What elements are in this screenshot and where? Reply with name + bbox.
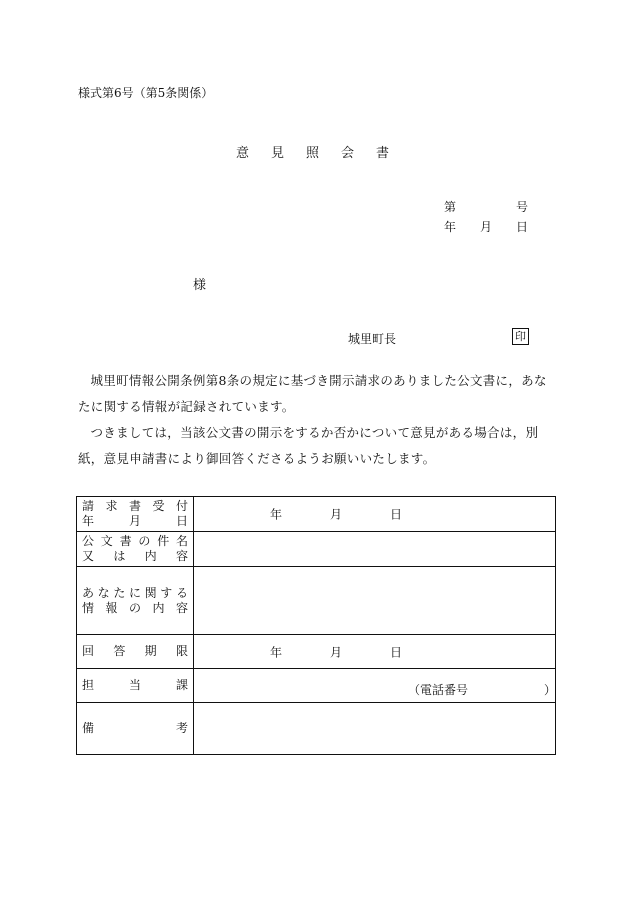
table-row-remarks bbox=[77, 703, 556, 755]
label-char: る bbox=[175, 585, 188, 600]
label-char: 限 bbox=[175, 644, 188, 658]
label-char: 書 bbox=[119, 534, 132, 548]
date-day: 日 bbox=[390, 507, 403, 522]
label-line bbox=[82, 549, 188, 564]
label-char: 容 bbox=[175, 600, 188, 615]
table-row-request-date bbox=[77, 497, 556, 532]
day-label: 日 bbox=[516, 220, 529, 234]
label-char: は bbox=[113, 549, 126, 563]
label-char: 付 bbox=[175, 499, 188, 513]
label-char: 当 bbox=[128, 678, 141, 692]
label-char: 内 bbox=[144, 549, 157, 563]
date-year: 年 bbox=[270, 645, 283, 659]
label-char: す bbox=[160, 585, 173, 600]
body-text bbox=[78, 368, 558, 472]
row-label bbox=[77, 532, 194, 567]
seal-mark: 印 bbox=[512, 328, 529, 345]
label-char: 関 bbox=[144, 585, 157, 600]
request-date-value bbox=[194, 497, 556, 532]
table-row-response-deadline bbox=[77, 635, 556, 669]
label-char: 答 bbox=[113, 644, 126, 658]
label-line bbox=[82, 534, 188, 549]
label-char: に bbox=[128, 585, 141, 600]
row-label bbox=[77, 567, 194, 635]
phone-close: ） bbox=[544, 683, 557, 697]
label-char: 備 bbox=[82, 721, 95, 735]
form-number: 様式第6号（第5条関係） bbox=[78, 86, 214, 100]
label-char: の bbox=[138, 534, 151, 548]
phone-label: （電話番号 bbox=[408, 683, 469, 697]
row-label bbox=[77, 635, 194, 669]
label-char: 期 bbox=[144, 644, 157, 658]
label-char: 請 bbox=[82, 499, 95, 513]
date-day: 日 bbox=[390, 645, 403, 659]
label-char: 日 bbox=[175, 514, 188, 528]
label-char: 回 bbox=[82, 644, 95, 658]
label-char: 年 bbox=[82, 514, 95, 528]
date-month: 月 bbox=[330, 507, 343, 522]
label-char: 受 bbox=[152, 499, 165, 513]
department-value bbox=[194, 669, 556, 703]
label-char: 課 bbox=[175, 678, 188, 692]
label-line bbox=[82, 601, 188, 616]
label-line bbox=[82, 721, 188, 736]
label-char: の bbox=[128, 600, 141, 615]
response-deadline-value bbox=[194, 635, 556, 669]
row-label bbox=[77, 703, 194, 755]
related-info-value bbox=[194, 567, 556, 635]
label-char: 文 bbox=[100, 534, 113, 548]
label-char: 又 bbox=[82, 549, 95, 563]
sender-name: 城里町長 bbox=[348, 332, 397, 346]
go-label: 号 bbox=[516, 200, 529, 214]
label-char: 件 bbox=[157, 534, 170, 548]
year-label: 年 bbox=[444, 220, 457, 234]
table-row-document-name bbox=[77, 532, 556, 567]
label-line bbox=[82, 514, 188, 529]
date-month: 月 bbox=[330, 645, 343, 659]
label-char: た bbox=[113, 585, 126, 600]
table-row-department bbox=[77, 669, 556, 703]
label-char: 公 bbox=[82, 534, 95, 548]
label-char: 考 bbox=[175, 721, 188, 735]
label-line bbox=[82, 644, 188, 659]
date-year: 年 bbox=[270, 507, 283, 522]
row-label bbox=[77, 669, 194, 703]
label-char: 書 bbox=[128, 499, 141, 513]
label-char: 月 bbox=[128, 514, 141, 528]
label-char: な bbox=[97, 585, 110, 600]
label-line bbox=[82, 678, 188, 693]
document-title: 意見照会書 bbox=[236, 146, 412, 161]
label-char: 名 bbox=[175, 534, 188, 548]
document-name-value bbox=[194, 532, 556, 567]
body-paragraph-2: つきましては，当該公文書の開示をするか否かについて意見がある場合は，別紙，意見申請書により御回答くださるようお願いいたします。 bbox=[78, 425, 539, 466]
label-char: 報 bbox=[105, 600, 118, 615]
label-line bbox=[82, 499, 188, 514]
addressee-honorific: 様 bbox=[193, 278, 207, 293]
label-char: あ bbox=[82, 585, 95, 600]
label-char: 担 bbox=[82, 678, 95, 692]
row-label bbox=[77, 497, 194, 532]
dai-label: 第 bbox=[444, 200, 457, 214]
info-table bbox=[76, 496, 556, 755]
label-char: 容 bbox=[175, 549, 188, 563]
body-paragraph-1: 城里町情報公開条例第8条の規定に基づき開示請求のありました公文書に，あなたに関する情報が記録されています。 bbox=[78, 373, 547, 414]
label-line bbox=[82, 586, 188, 601]
label-char: 求 bbox=[105, 499, 118, 513]
label-char: 内 bbox=[152, 600, 165, 615]
table-row-related-info bbox=[77, 567, 556, 635]
month-label: 月 bbox=[480, 220, 493, 234]
label-char: 情 bbox=[82, 600, 95, 615]
remarks-value bbox=[194, 703, 556, 755]
